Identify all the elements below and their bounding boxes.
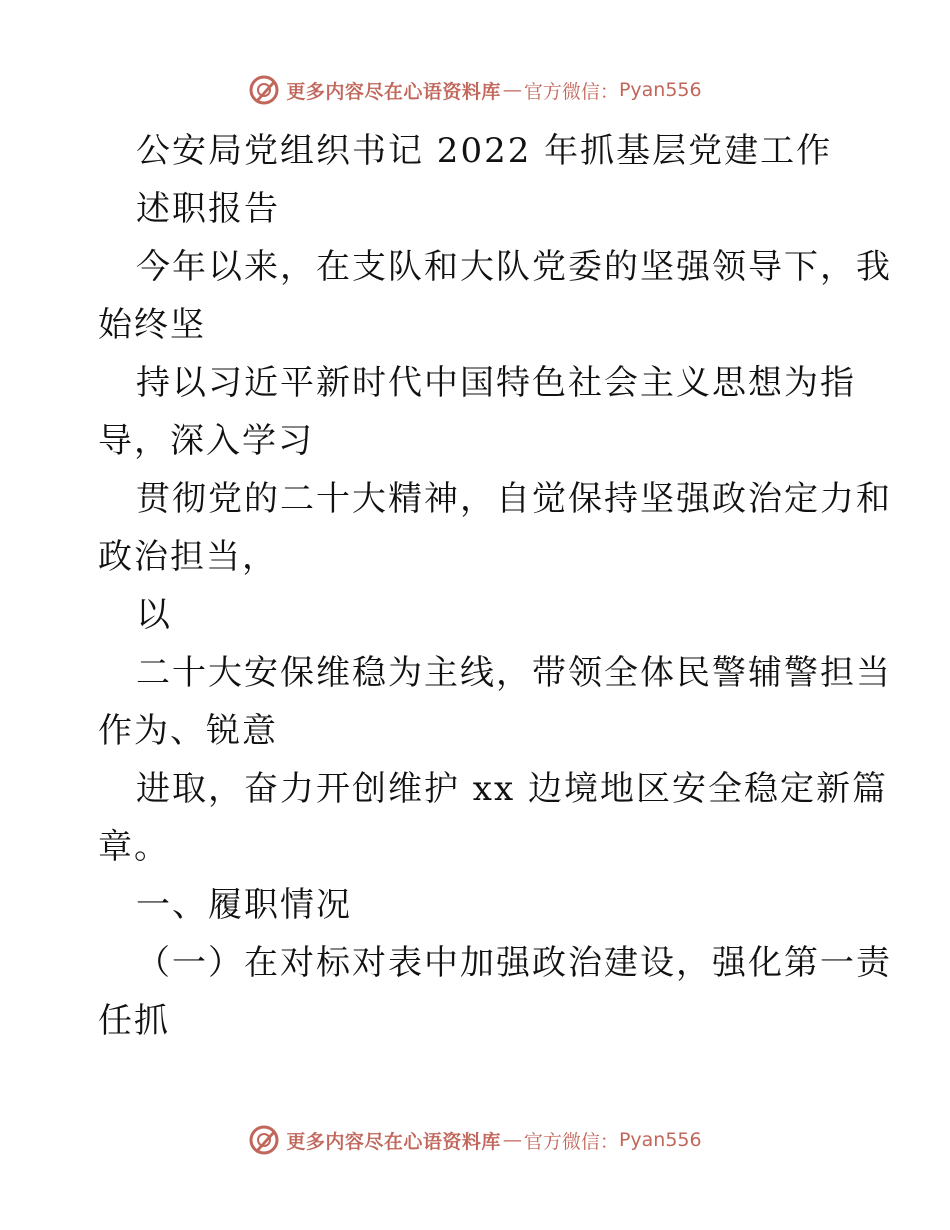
doc-line: 作为、锐意 <box>98 711 278 751</box>
doc-line: 以 <box>136 595 172 635</box>
doc-line: 进取，奋力开创维护 xx 边境地区安全稳定新篇 <box>136 769 888 809</box>
doc-line: 持以习近平新时代中国特色社会主义思想为指 <box>136 363 856 403</box>
watermark-main-text: 更多内容尽在心语资料库 <box>286 80 501 103</box>
watermark-wechat-id: Pyan556 <box>618 1129 702 1151</box>
watermark-aux-text: 官方微信： <box>523 80 619 103</box>
pen-logo-icon <box>248 74 280 106</box>
doc-line: 导，深入学习 <box>98 421 314 461</box>
doc-line: 政治担当， <box>98 537 278 577</box>
watermark-main-text: 更多内容尽在心语资料库 <box>286 1130 501 1153</box>
header-watermark <box>0 70 950 110</box>
document-body <box>98 122 892 1050</box>
watermark-wechat-id: Pyan556 <box>618 79 702 101</box>
doc-line: 贯彻党的二十大精神，自觉保持坚强政治定力和 <box>136 479 892 519</box>
watermark-separator: — <box>502 79 522 101</box>
pen-logo-icon <box>248 1124 280 1156</box>
doc-line: 二十大安保维稳为主线，带领全体民警辅警担当 <box>136 653 892 693</box>
doc-line: 今年以来，在支队和大队党委的坚强领导下，我 <box>136 247 892 287</box>
doc-line: （一）在对标对表中加强政治建设，强化第一责 <box>136 943 892 983</box>
watermark-separator: — <box>502 1129 522 1151</box>
doc-line: 公安局党组织书记 2022 年抓基层党建工作 <box>136 131 833 171</box>
doc-line: 一、履职情况 <box>136 885 352 925</box>
doc-line: 始终坚 <box>98 305 206 345</box>
footer-watermark <box>0 1120 950 1160</box>
doc-line: 章。 <box>98 827 170 867</box>
doc-line: 述职报告 <box>136 189 280 229</box>
watermark-aux-text: 官方微信： <box>523 1130 619 1153</box>
doc-line: 任抓 <box>98 1001 170 1041</box>
